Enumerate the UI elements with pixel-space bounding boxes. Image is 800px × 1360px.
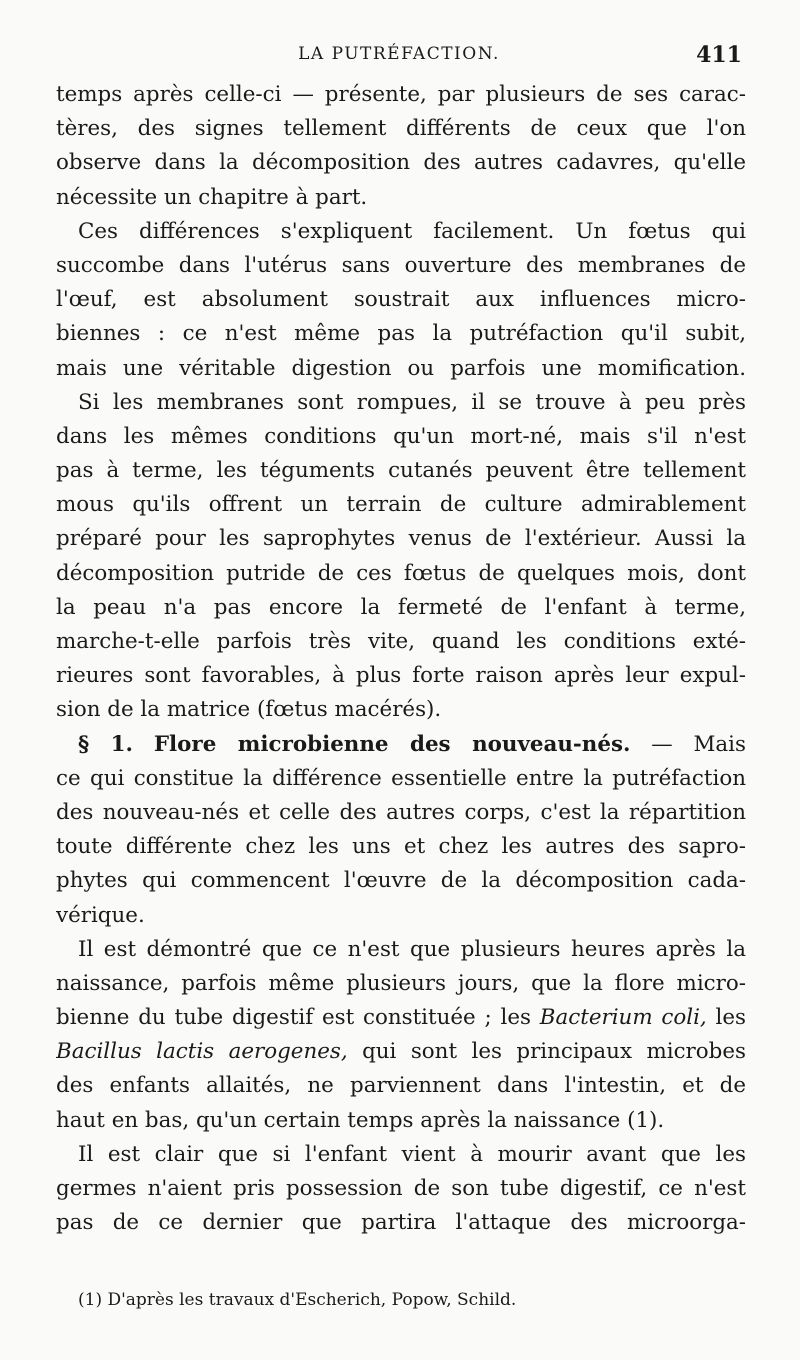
text-line: décomposition putride de ces fœtus de quelques mois, dont xyxy=(56,560,746,586)
text-line: tères, des signes tellement différents de ceux que l'on xyxy=(56,116,746,142)
text-line: des nouveau-nés et celle des autres corps, c'est la répartition xyxy=(56,799,746,825)
running-title: LA PUTRÉFACTION. xyxy=(298,44,500,64)
text-segment: les xyxy=(706,1005,746,1031)
text-line: Si les membranes sont rompues, il se trouve à peu près xyxy=(78,389,746,415)
section-number: § 1. xyxy=(78,731,133,757)
text-line: nécessite un chapitre à part. xyxy=(56,184,368,210)
text-line: l'œuf, est absolument soustrait aux influences micro- xyxy=(56,287,746,313)
text-line: Il est démontré que ce n'est que plusieurs heures après la xyxy=(78,936,746,962)
text-line-with-italic xyxy=(56,1035,746,1069)
section-title: Flore microbienne des nouveau-nés. xyxy=(153,731,631,757)
text-line: vérique. xyxy=(56,902,145,928)
text-line: pas de ce dernier que partira l'attaque des microorga- xyxy=(56,1210,746,1236)
text-line: pas à terme, les téguments cutanés peuvent être tellement xyxy=(56,458,746,484)
text-line: des enfants allaités, ne parviennent dans l'intestin, et de xyxy=(56,1073,746,1099)
text-line: toute différente chez les uns et chez les autres des sapro- xyxy=(56,834,746,860)
text-line: marche-t-elle parfois très vite, quand les conditions exté- xyxy=(56,629,746,654)
text-line: haut en bas, qu'un certain temps après la naissance (1). xyxy=(56,1107,665,1133)
text-segment: qui sont les principaux microbes xyxy=(347,1039,746,1065)
text-line: succombe dans l'utérus sans ouverture des membranes de xyxy=(56,252,746,278)
text-line: germes n'aient pris possession de son tube digestif, ce n'est xyxy=(56,1176,746,1201)
text-line: observe dans la décomposition des autres cadavres, qu'elle xyxy=(56,150,746,176)
page-number: 411 xyxy=(696,42,742,68)
text-line: biennes : ce n'est même pas la putréfaction qu'il subit, xyxy=(56,321,746,347)
italic-term: Bacterium coli, xyxy=(539,1005,707,1031)
text-line: préparé pour les saprophytes venus de l'extérieur. Aussi la xyxy=(56,526,746,552)
text-line: Il est clair que si l'enfant vient à mourir avant que les xyxy=(78,1141,746,1167)
text-line: temps après celle-ci — présente, par plusieurs de ses carac- xyxy=(56,82,746,107)
section-heading-line xyxy=(56,728,746,762)
body-text xyxy=(56,78,746,1240)
footnote: (1) D'après les travaux d'Escherich, Popow, Schild. xyxy=(78,1290,517,1310)
text-line: mais une véritable digestion ou parfois une momification. xyxy=(56,355,746,381)
text-line: ce qui constitue la différence essentielle entre la putréfaction xyxy=(56,765,746,791)
text-line: sion de la matrice (fœtus macérés). xyxy=(56,697,442,723)
text-line: Ces différences s'expliquent facilement. Un fœtus qui xyxy=(78,218,746,244)
text-line: mous qu'ils offrent un terrain de culture admirablement xyxy=(56,492,746,518)
text-line: la peau n'a pas encore la fermeté de l'enfant à terme, xyxy=(56,594,746,620)
text-line: naissance, parfois même plusieurs jours, que la flore micro- xyxy=(56,970,746,996)
text-line-with-italic xyxy=(56,1001,746,1035)
text-line: rieures sont favorables, à plus forte raison après leur expul- xyxy=(56,663,746,689)
text-line: phytes qui commencent l'œuvre de la décomposition cada- xyxy=(56,868,746,894)
text-segment: bienne du tube digestif est constituée ; les xyxy=(56,1005,540,1031)
text-line: dans les mêmes conditions qu'un mort-né, mais s'il n'est xyxy=(56,423,746,449)
section-lead: — Mais xyxy=(630,731,746,757)
italic-term: Bacillus lactis aerogenes, xyxy=(56,1039,348,1065)
running-head xyxy=(56,44,742,74)
